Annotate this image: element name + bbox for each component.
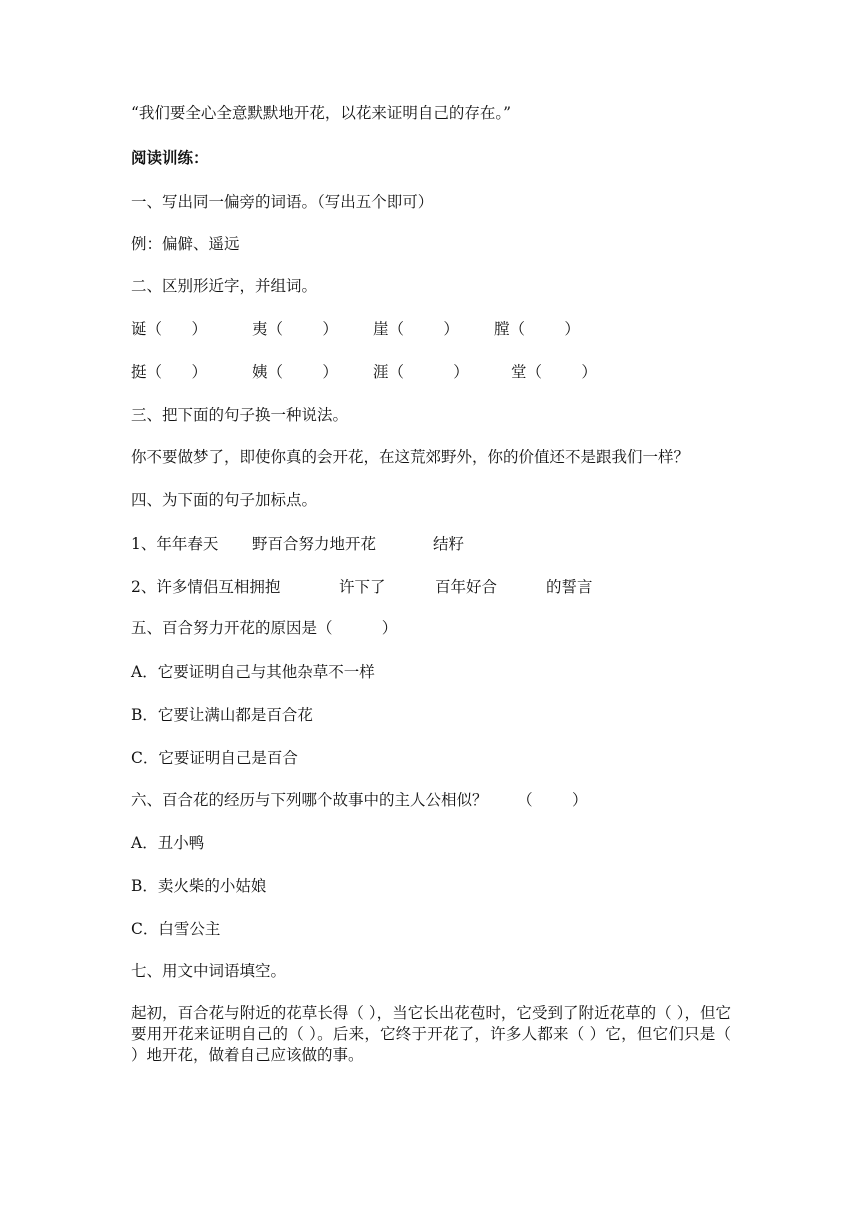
q4-sentence-2-part: 许下了 (339, 578, 386, 596)
q4-sentence-1-part: 野百合努力地开花 (252, 535, 377, 553)
q2-row2-item: 堂（ ） (511, 363, 597, 381)
quote-line: “我们要全心全意默默地开花，以花来证明自己的存在。” (131, 104, 512, 122)
q5-option-a: A．它要证明自己与其他杂草不一样 (131, 663, 375, 681)
q2-row2-item: 涯（ ） (373, 363, 469, 381)
question-7-title: 七、用文中词语填空。 (131, 962, 287, 980)
question-5-title: 五、百合努力开花的原因是（ ） (131, 619, 398, 637)
question-2-title: 二、区别形近字，并组词。 (131, 277, 318, 295)
q2-row1-item: 诞（ ） (131, 320, 208, 338)
q5-option-b: B．它要让满山都是百合花 (131, 706, 313, 724)
q4-sentence-2-part: 的誓言 (546, 578, 593, 596)
q6-option-a: A．丑小鸭 (131, 834, 205, 852)
q6-option-c: C．白雪公主 (131, 920, 221, 938)
question-4-title: 四、为下面的句子加标点。 (131, 491, 318, 509)
q4-sentence-2-part: 百年好合 (435, 578, 498, 596)
question-3-title: 三、把下面的句子换一种说法。 (131, 406, 349, 424)
question-1-example: 例：偏僻、遥远 (131, 235, 240, 253)
q2-row2-item: 姨（ ） (252, 363, 338, 381)
question-3-sentence: 你不要做梦了，即使你真的会开花，在这荒郊野外，你的价值还不是跟我们一样？ (131, 448, 690, 466)
q5-option-c: C．它要证明自己是百合 (131, 749, 298, 767)
question-1-title: 一、写出同一偏旁的词语。（写出五个即可） (131, 193, 434, 211)
q4-sentence-1-part: 1、年年春天 (131, 535, 219, 553)
q2-row1-item: 崖（ ） (373, 320, 459, 338)
section-heading: 阅读训练： (131, 149, 209, 167)
q4-sentence-1-part: 结籽 (433, 535, 465, 553)
q2-row1-item: 膛（ ） (494, 320, 580, 338)
question-6-title: 六、百合花的经历与下列哪个故事中的主人公相似？ （ ） (131, 791, 588, 809)
q2-row2-item: 挺（ ） (131, 363, 208, 381)
question-7-paragraph: 起初，百合花与附近的花草长得（ ），当它长出花苞时，它受到了附近花草的（ ），但它要用开花来证明自己的（ ）。后来，它终于开花了，许多人都来（ ）它，但它们只是（ ）地开花，做着自己应该做的事。 (131, 1004, 731, 1064)
q6-option-b: B．卖火柴的小姑娘 (131, 877, 267, 895)
q2-row1-item: 夷（ ） (252, 320, 338, 338)
q4-sentence-2-part: 2、许多情侣互相拥抱 (131, 578, 281, 596)
